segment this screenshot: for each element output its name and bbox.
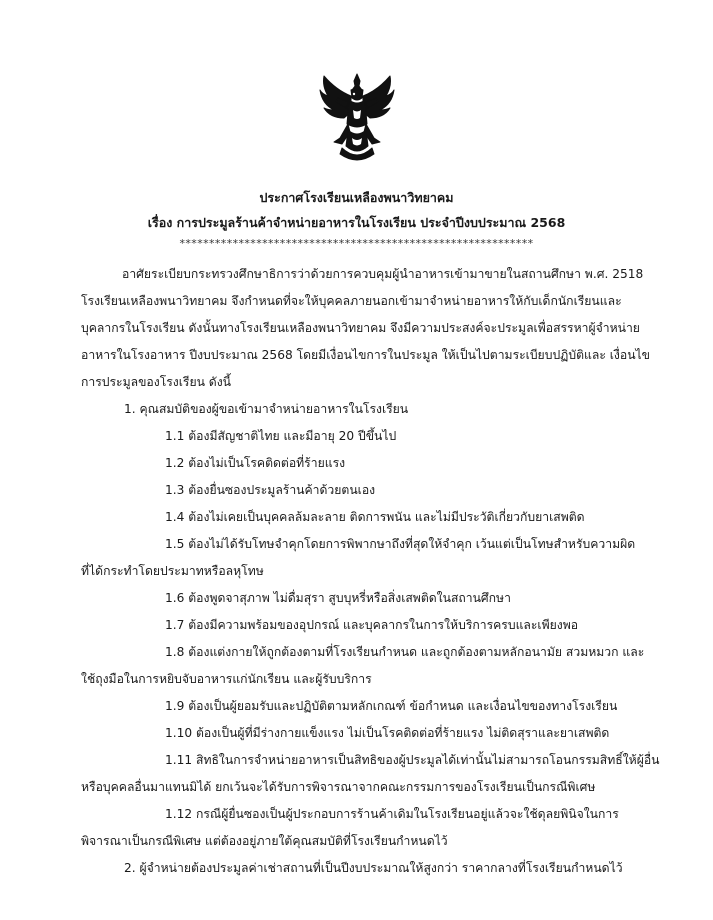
- list-item: 1.11 สิทธิในการจำหน่ายอาหารเป็นสิทธิของผู้ประมูลได้เท่านั้นไม่สามารถโอนกรรมสิทธิ์ให้ผู้อื่น: [165, 753, 660, 767]
- intro-line: อาศัยระเบียบกระทรวงศึกษาธิการว่าด้วยการควบคุมผู้นำอาหารเข้ามาขายในสถานศึกษา พ.ศ. 2518: [122, 267, 644, 281]
- announcement-subject: เรื่อง การประมูลร้านค้าจำหน่ายอาหารในโรงเรียน ประจำปีงบประมาณ 2568: [147, 215, 566, 230]
- intro-line: การประมูลของโรงเรียน ดังนี้: [81, 375, 231, 389]
- separator-line: ************************************************************: [179, 237, 534, 250]
- list-item: 1.8 ต้องแต่งกายให้ถูกต้องตามที่โรงเรียนกำหนด และถูกต้องตามหลักอนามัย สวมหมวก และ: [165, 645, 645, 659]
- intro-line: อาหารในโรงอาหาร ปีงบประมาณ 2568 โดยมีเงื่อนไขการในประมูล ให้เป็นไปตามระเบียบปฏิบัติและ เงื่อนไข: [81, 348, 650, 362]
- list-item: 1.6 ต้องพูดจาสุภาพ ไม่ดื่มสุรา สูบบุหรี่หรือสิ่งเสพติดในสถานศึกษา: [165, 591, 511, 605]
- list-item-continuation: ใช้ถุงมือในการหยิบจับอาหารแก่นักเรียน และผู้รับบริการ: [81, 672, 372, 686]
- list-item: 1.12 กรณีผู้ยื่นซองเป็นผู้ประกอบการร้านค้าเดิมในโรงเรียนอยู่แล้วจะใช้ดุลยพินิจในการ: [165, 807, 619, 821]
- list-item: 1.9 ต้องเป็นผู้ยอมรับและปฏิบัติตามหลักเกณฑ์ ข้อกำหนด และเงื่อนไขของทางโรงเรียน: [165, 699, 618, 713]
- list-item-continuation: พิจารณาเป็นกรณีพิเศษ แต่ต้องอยู่ภายใต้คุณสมบัติที่โรงเรียนกำหนดไว้: [81, 834, 448, 848]
- intro-line: โรงเรียนเหลืองพนาวิทยาคม จึงกำหนดที่จะให้บุคคลภายนอกเข้ามาจำหน่ายอาหารให้กับเด็กนักเรียนและ: [81, 294, 622, 308]
- list-item: 1.5 ต้องไม่ได้รับโทษจำคุกโดยการพิพากษาถึงที่สุดให้จำคุก เว้นแต่เป็นโทษสำหรับความผิด: [165, 537, 636, 551]
- list-item: 1.3 ต้องยื่นซองประมูลร้านค้าด้วยตนเอง: [165, 483, 376, 497]
- section-1-heading: 1. คุณสมบัติของผู้ขอเข้ามาจำหน่ายอาหารในโรงเรียน: [124, 402, 409, 416]
- intro-line: บุคลากรในโรงเรียน ดังนั้นทางโรงเรียนเหลืองพนาวิทยาคม จึงมีความประสงค์จะประมูลเพื่อสรรหาผู้จำหน่าย: [81, 321, 640, 335]
- list-item: 1.7 ต้องมีความพร้อมของอุปกรณ์ และบุคลากรในการให้บริการครบและเพียงพอ: [165, 618, 579, 632]
- garuda-emblem-icon: [318, 72, 396, 164]
- list-item: 1.1 ต้องมีสัญชาติไทย และมีอายุ 20 ปีขึ้นไป: [165, 429, 397, 443]
- list-item: 1.4 ต้องไม่เคยเป็นบุคคลล้มละลาย ติดการพนัน และไม่มีประวัติเกี่ยวกับยาเสพติด: [165, 510, 585, 524]
- list-item: 1.2 ต้องไม่เป็นโรคติดต่อที่ร้ายแรง: [165, 456, 346, 470]
- list-item-continuation: หรือบุคคลอื่นมาแทนมิได้ ยกเว้นจะได้รับการพิจารณาจากคณะกรรมการของโรงเรียนเป็นกรณีพิเศษ: [81, 780, 596, 794]
- section-2-heading: 2. ผู้จำหน่ายต้องประมูลค่าเช่าสถานที่เป็นปีงบประมาณให้สูงกว่า ราคากลางที่โรงเรียนกำหนดไว้: [124, 861, 623, 875]
- list-item-continuation: ที่ได้กระทำโดยประมาทหรือลหุโทษ: [81, 564, 264, 578]
- announcement-title: ประกาศโรงเรียนเหลืองพนาวิทยาคม: [259, 190, 454, 205]
- list-item: 1.10 ต้องเป็นผู้ที่มีร่างกายแข็งแรง ไม่เป็นโรคติดต่อที่ร้ายแรง ไม่ติดสุราและยาเสพติด: [165, 726, 610, 740]
